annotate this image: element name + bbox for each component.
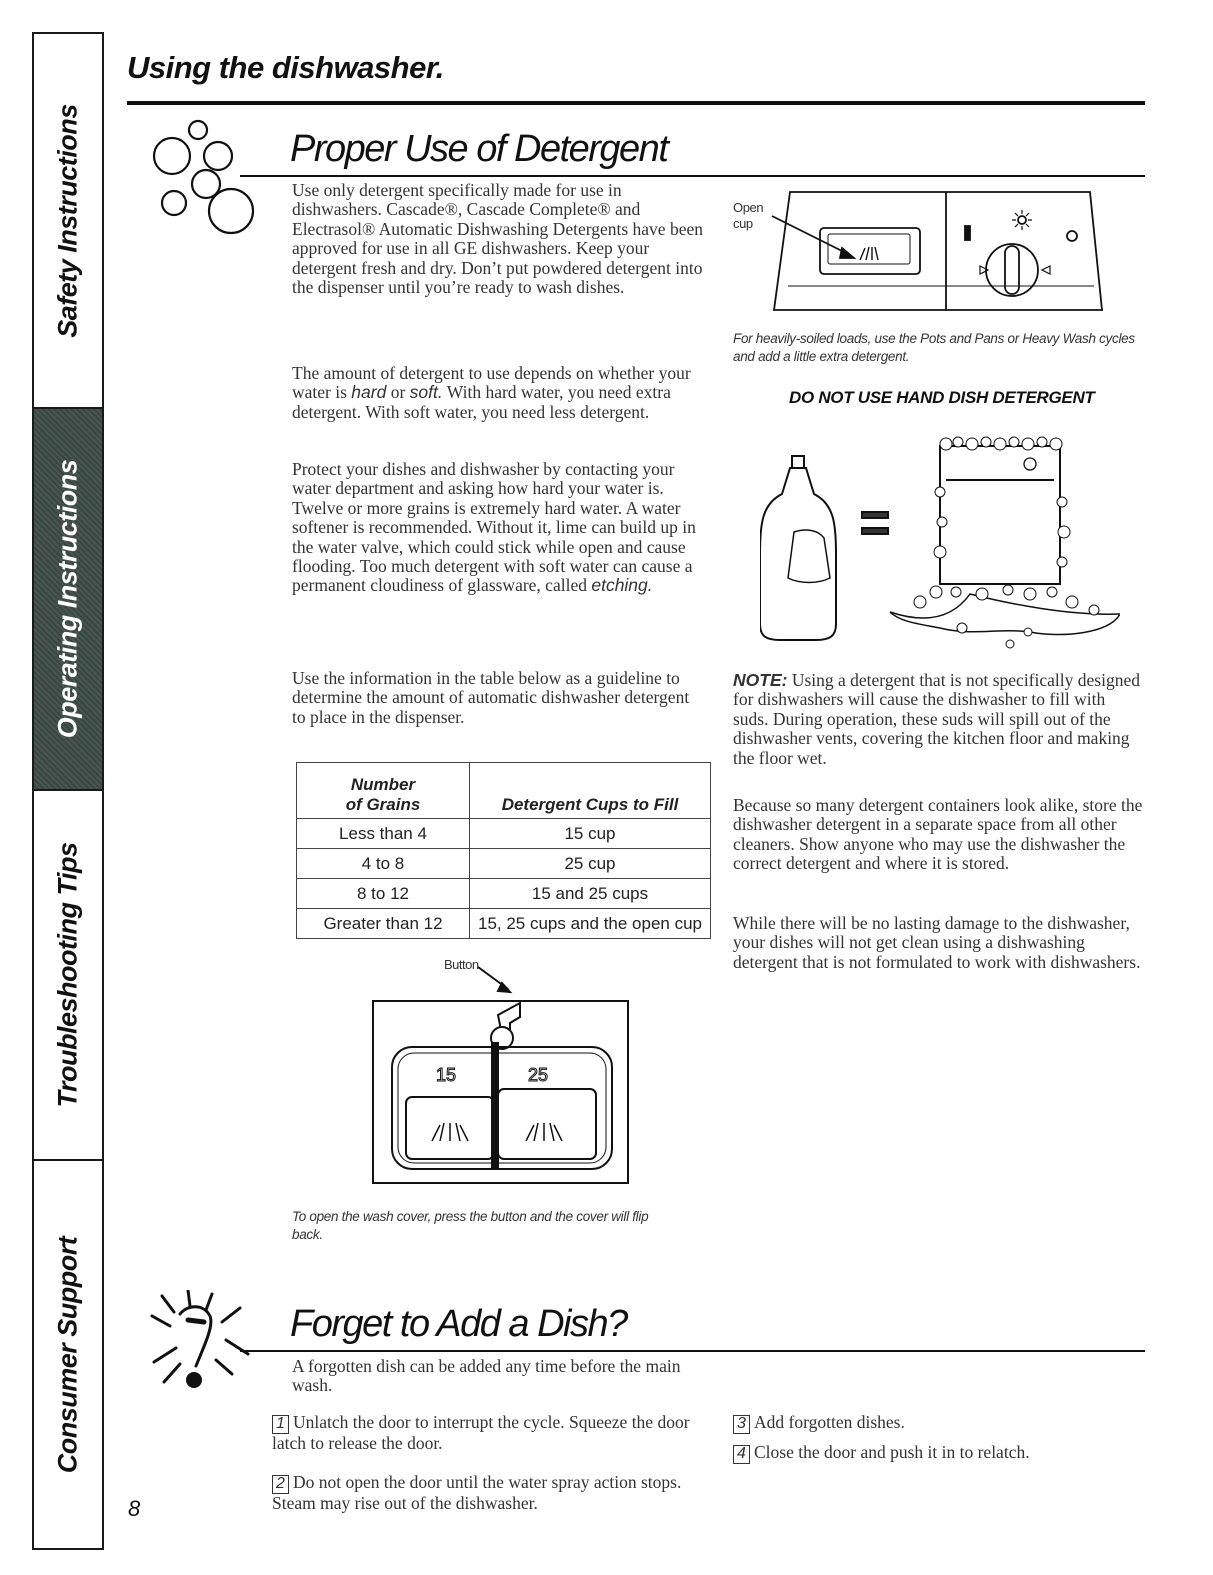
table-cell: 25 cup xyxy=(470,849,711,879)
table-header-cups: Detergent Cups to Fill xyxy=(470,763,711,819)
table-cell: 4 to 8 xyxy=(297,849,470,879)
table-row xyxy=(297,849,711,879)
tab-safety-instructions[interactable] xyxy=(34,34,102,409)
header-divider xyxy=(127,101,1145,105)
table-row xyxy=(297,909,711,939)
forget-intro: A forgotten dish can be added any time before the main wash. xyxy=(292,1356,681,1396)
paragraph-water-softener: Protect your dishes and dishwasher by contacting your water department and asking how hard your water is. Twelve or more grains is extremely hard water. A water softener is recommended. Without it, lime can build up in the water valve, which could stick while open and cause flooding. Too much detergent with soft water can cause a permanent cloudiness of glassware, called etching. xyxy=(292,459,696,596)
note-label: NOTE: xyxy=(733,670,788,690)
cup-label-15: 15 xyxy=(436,1065,457,1085)
table-cell: 15 cup xyxy=(470,819,711,849)
step-number: 3 xyxy=(733,1415,750,1434)
detergent-table xyxy=(296,762,711,939)
step-4 xyxy=(733,1443,1145,1464)
button-callout-label: Button xyxy=(444,957,479,972)
paragraph-detergent-types: Use only detergent specifically made for use in dishwashers. Cascade®, Cascade Complete® and Electrasol® Automatic Dishwashing Detergents have been approved for use in all GE dishwashers. Keep your detergent fresh and dry. Don’t put powdered detergent into the dispenser until you’re ready to wash dishes. xyxy=(292,180,703,298)
dish-soap-bottle-icon xyxy=(760,468,836,640)
paragraph-table-guideline: Use the information in the table below as a guideline to determine the amount of automatic dishwasher detergent to place in the dispenser. xyxy=(292,668,690,727)
step-text: Unlatch the door to interrupt the cycle. Squeeze the door latch to release the door. xyxy=(272,1412,690,1453)
bottle-cap-icon xyxy=(792,456,804,468)
step-number: 1 xyxy=(272,1415,289,1434)
sidebar-nav xyxy=(32,32,104,1550)
step-text: Do not open the door until the water spray action stops. Steam may rise out of the dishwasher. xyxy=(272,1472,682,1513)
tab-label: Operating Instructions xyxy=(52,459,83,739)
tab-troubleshooting-tips[interactable] xyxy=(34,791,102,1161)
step-number: 4 xyxy=(733,1445,750,1464)
paragraph-water-hardness: The amount of detergent to use depends on whether your water is hard or soft. With hard water, you need extra detergent. With soft water, you need less detergent. xyxy=(292,363,691,422)
table-header-row xyxy=(297,763,711,819)
table-row xyxy=(297,819,711,849)
tab-label: Safety Instructions xyxy=(52,103,83,338)
table-cell: Greater than 12 xyxy=(297,909,470,939)
tab-operating-instructions[interactable] xyxy=(34,409,102,791)
control-panel-illustration xyxy=(760,188,1105,318)
warning-exclamation-icon xyxy=(140,1290,268,1405)
table-header-grains: Number of Grains xyxy=(297,763,470,819)
step-2 xyxy=(272,1473,702,1514)
heavy-soil-caption: For heavily-soiled loads, use the Pots and Pans or Heavy Wash cycles and add a little extra detergent. xyxy=(733,331,1135,364)
warning-heading: DO NOT USE HAND DISH DETERGENT xyxy=(789,388,1095,407)
table-row xyxy=(297,879,711,909)
open-cup-label: Open cup xyxy=(733,200,764,231)
paragraph-storage: Because so many detergent containers look alike, store the dishwasher detergent in a separate space from all other cleaners. Show anyone who may use the dishwasher the correct detergent and where it is stored. xyxy=(733,795,1143,874)
section-title-detergent: Proper Use of Detergent xyxy=(290,128,668,170)
cup-label-25: 25 xyxy=(528,1065,549,1085)
note-paragraph: NOTE: Using a detergent that is not specifically designed for dishwashers will cause the dishwasher to fill with suds. During operation, these suds will spill out of the dishwasher vents, covering the kitchen floor and making the floor wet. xyxy=(733,670,1140,768)
paragraph-no-damage: While there will be no lasting damage to the dishwasher, your dishes will not get clean using a dishwashing detergent that is not formulated to work with dishwashers. xyxy=(733,913,1141,972)
suds-illustration xyxy=(760,432,1120,664)
step-text: Close the door and push it in to relatch. xyxy=(754,1442,1030,1462)
tab-label: Consumer Support xyxy=(52,1236,83,1473)
step-number: 2 xyxy=(272,1475,289,1494)
page-title: Using the dishwasher. xyxy=(127,50,444,85)
dispenser-caption: To open the wash cover, press the button and the cover will flip back. xyxy=(292,1209,649,1242)
dispenser-illustration xyxy=(370,965,632,1187)
tab-label: Troubleshooting Tips xyxy=(52,842,83,1108)
section-divider xyxy=(240,175,1145,177)
page-number: 8 xyxy=(128,1496,141,1521)
step-text: Add forgotten dishes. xyxy=(754,1412,905,1432)
table-cell: 15 and 25 cups xyxy=(470,879,711,909)
table-cell: 8 to 12 xyxy=(297,879,470,909)
dishwasher-icon xyxy=(940,446,1060,584)
table-cell: Less than 4 xyxy=(297,819,470,849)
bubbles-icon xyxy=(148,118,268,243)
section-title-forget: Forget to Add a Dish? xyxy=(290,1303,627,1345)
section-divider xyxy=(240,1350,1145,1352)
step-3 xyxy=(733,1413,1145,1434)
table-cell: 15, 25 cups and the open cup xyxy=(470,909,711,939)
tab-consumer-support[interactable] xyxy=(34,1161,102,1548)
step-1 xyxy=(272,1413,702,1454)
